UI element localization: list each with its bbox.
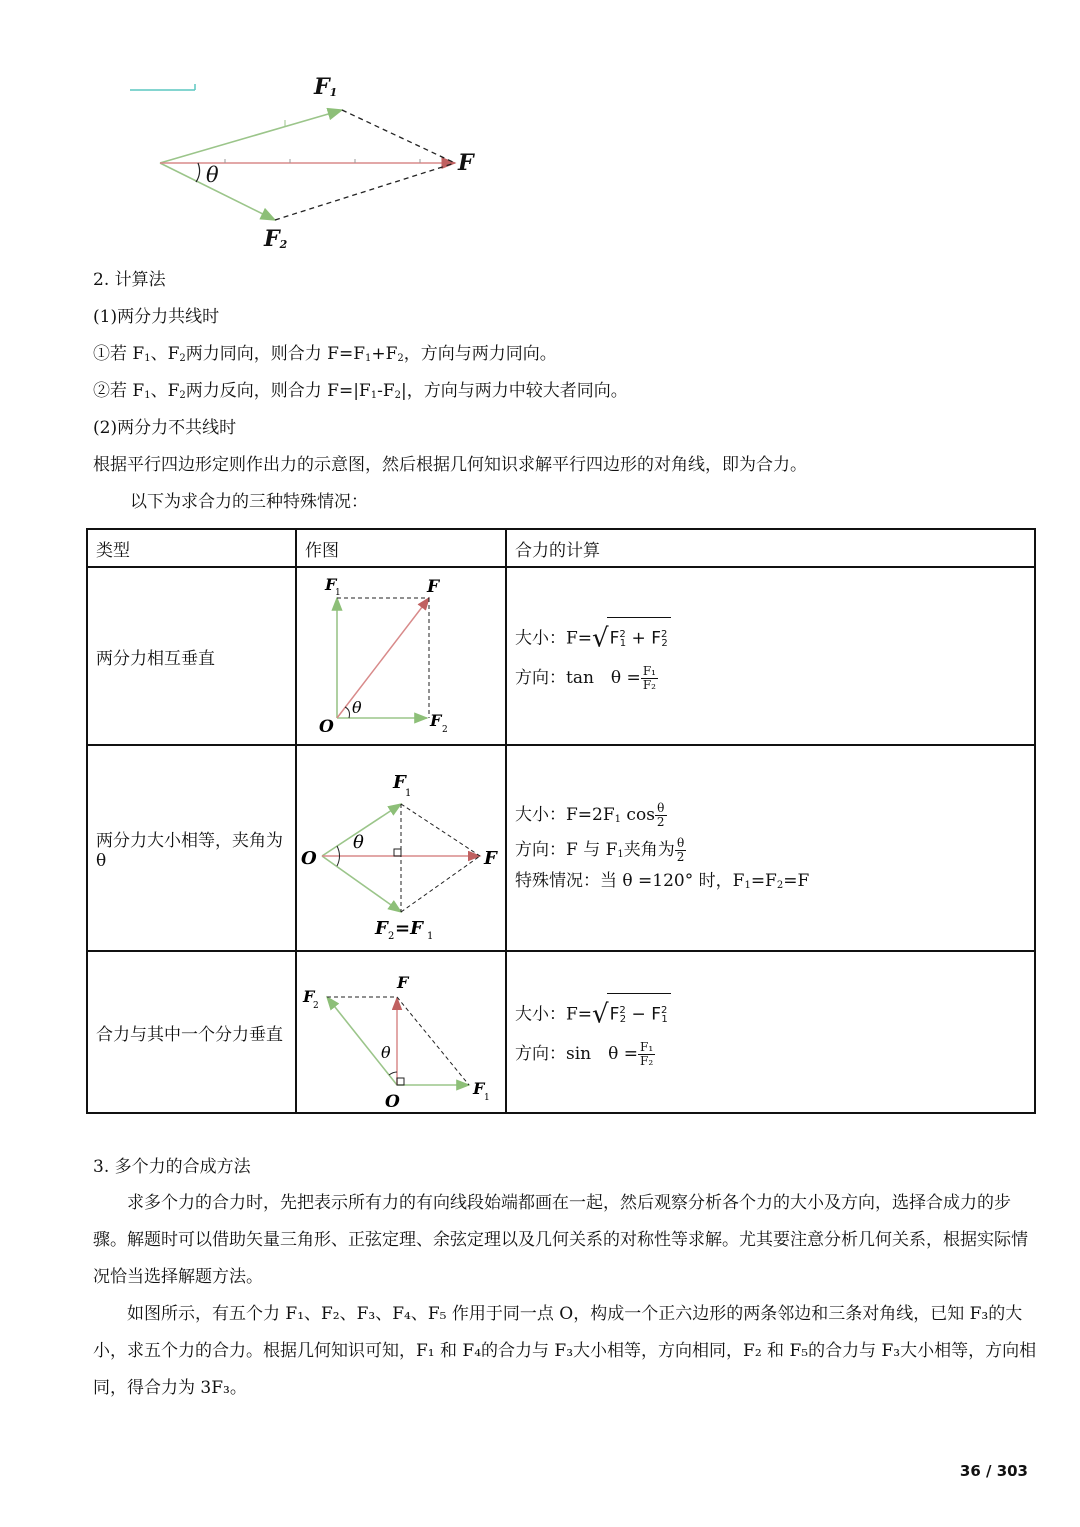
row3-type: 合力与其中一个分力垂直 bbox=[87, 951, 296, 1113]
svg-text:F: F bbox=[473, 1079, 485, 1098]
row1-diagram bbox=[296, 567, 506, 745]
section2-intro: 以下为求合力的三种特殊情况： bbox=[130, 492, 368, 512]
page-number: 36 / 303 bbox=[959, 1462, 1028, 1480]
svg-text:=F: =F bbox=[395, 918, 423, 939]
row2-type: 两分力大小相等，夹角为 θ bbox=[87, 745, 296, 951]
svg-text:1: 1 bbox=[427, 931, 434, 942]
label-theta: θ bbox=[206, 163, 219, 187]
svg-text:1: 1 bbox=[405, 788, 412, 799]
row2-calc: 大小：$F=2F_1$ cos $\frac{\theta}{2}$ 方向：F 与 $F_1$夹角为 $\frac{\theta}{2}$ 特殊情况：当 θ =120° 时，$F_1=F_2=F$ bbox=[506, 745, 1035, 951]
svg-text:F: F bbox=[325, 575, 337, 594]
svg-text:F: F bbox=[375, 918, 388, 939]
svg-text:F: F bbox=[397, 973, 409, 992]
section2-desc: 根据平行四边形定则作出力的示意图，然后根据几何知识求解平行四边形的对角线，即为合力。 bbox=[93, 455, 807, 475]
svg-text:O: O bbox=[301, 848, 317, 869]
row3-calc: 大小：$F=√F^2_2 - F^2_1$ 方向：sin θ = $\frac{\text{F₁}}{\text{F₂}}$ bbox=[506, 951, 1035, 1113]
svg-text:1: 1 bbox=[335, 588, 341, 598]
section3-heading: 3. 多个力的合成方法 bbox=[93, 1157, 251, 1177]
row1-type: 两分力相互垂直 bbox=[87, 567, 296, 745]
svg-text:θ: θ bbox=[381, 1043, 391, 1062]
label-f2: F bbox=[264, 226, 280, 252]
svg-text:2: 2 bbox=[442, 725, 448, 735]
svg-text:O: O bbox=[319, 717, 334, 737]
svg-text:F: F bbox=[427, 577, 440, 597]
row2-diagram bbox=[296, 745, 506, 951]
svg-text:F: F bbox=[484, 848, 497, 869]
dashed-edge-bottom bbox=[275, 163, 455, 220]
svg-text:O: O bbox=[385, 1092, 400, 1112]
dashed-edge-top bbox=[342, 110, 455, 163]
header-diagram: 作图 bbox=[296, 529, 506, 567]
svg-text:F: F bbox=[303, 987, 315, 1006]
header-type: 类型 bbox=[87, 529, 296, 567]
parallelogram-diagram bbox=[120, 70, 500, 260]
label-f1: F bbox=[314, 74, 330, 100]
section2-sub1: (1)两分力共线时 bbox=[93, 307, 220, 327]
section2-sub2: (2)两分力不共线时 bbox=[93, 418, 237, 438]
section3-p1: 求多个力的合力时，先把表示所有力的有向线段始端都画在一起，然后观察分析各个力的大小及方向，选择合成力的步骤。解题时可以借助矢量三角形、正弦定理、余弦定理以及几何关系的对称性等求解。尤其要注意分析几何关系，根据实际情况恰当选择解题方法。 bbox=[93, 1193, 1028, 1287]
label-f: F bbox=[458, 150, 474, 176]
svg-text:2: 2 bbox=[388, 931, 395, 942]
svg-text:θ: θ bbox=[353, 832, 364, 853]
row3-diagram bbox=[296, 951, 506, 1113]
row1-calc: 大小：$F=√F^2_1 + F^2_2$ 方向：tan θ = $\frac{\text{F₁}}{\text{F₂}}$ bbox=[506, 567, 1035, 745]
section2-item1: ①若 $F_1$、$F_2$两力同向，则合力 $F=F_1+F_2$，方向与两力同向。 bbox=[93, 344, 557, 364]
svg-text:F: F bbox=[430, 711, 442, 730]
svg-text:2: 2 bbox=[313, 1001, 319, 1011]
section2-item2: ②若 $F_1$、$F_2$两力反向，则合力 $F=|F_1-F_2|$，方向与两力中较大者同向。 bbox=[93, 381, 628, 401]
f1-vector bbox=[160, 110, 342, 163]
header-calc: 合力的计算 bbox=[506, 529, 1035, 567]
section2-heading: 2. 计算法 bbox=[93, 270, 166, 290]
svg-text:θ: θ bbox=[352, 698, 362, 717]
section3-p2: 如图所示，有五个力 F₁、F₂、F₃、F₄、F₅ 作用于同一点 O，构成一个正六边形的两条邻边和三条对角线，已知 F₃的大小，求五个力的合力。根据几何知识可知，F₁ 和 F₄的合力与 F₃大小相等，方向相同，F₂ 和 F₅的合力与 F₃大小相等，方向相同，得合力为 3F₃。 bbox=[93, 1304, 1037, 1398]
svg-text:1: 1 bbox=[484, 1093, 490, 1103]
force-table bbox=[86, 528, 1036, 1114]
svg-text:F: F bbox=[393, 772, 406, 793]
